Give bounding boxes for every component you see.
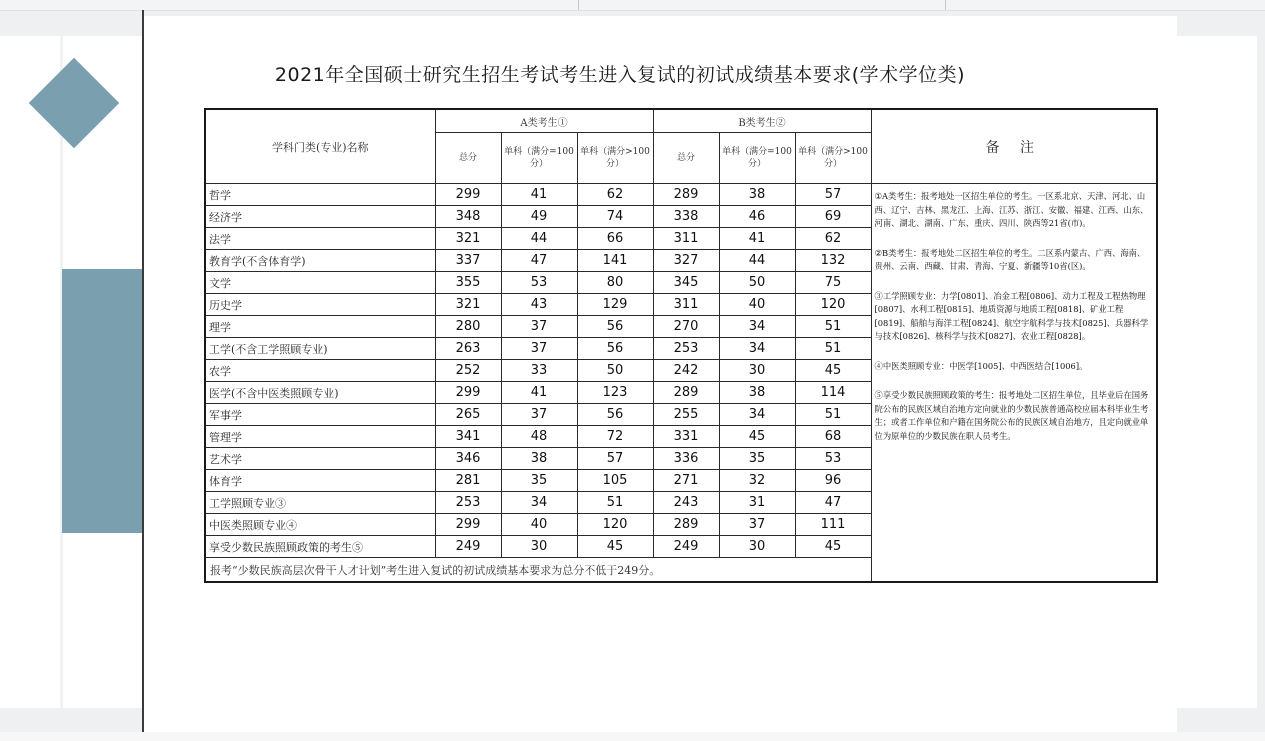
score-b-single100: 50 [719,272,795,294]
score-b-single-gt100: 57 [795,184,871,206]
subject-name: 法学 [205,228,435,250]
score-b-single100: 30 [719,360,795,382]
score-b-single-gt100: 51 [795,404,871,426]
score-a-single100: 37 [501,316,577,338]
score-b-single-gt100: 45 [795,536,871,558]
subject-name: 教育学(不含体育学) [205,250,435,272]
score-a-single100: 37 [501,338,577,360]
score-b-single-gt100: 68 [795,426,871,448]
score-a-total: 346 [435,448,501,470]
score-a-total: 337 [435,250,501,272]
score-b-single100: 35 [719,448,795,470]
score-b-single100: 34 [719,316,795,338]
score-a-single100: 43 [501,294,577,316]
score-a-single-gt100: 129 [577,294,653,316]
score-b-total: 289 [653,514,719,536]
header-group-b: B类考生② [653,109,871,133]
subject-name: 工学照顾专业③ [205,492,435,514]
score-a-total: 263 [435,338,501,360]
subject-name: 历史学 [205,294,435,316]
score-a-total: 299 [435,382,501,404]
score-a-total: 355 [435,272,501,294]
ruler-tick [578,0,579,10]
subject-name: 体育学 [205,470,435,492]
score-b-single-gt100: 120 [795,294,871,316]
note-paragraph: ③工学照顾专业：力学[0801]、冶金工程[0806]、动力工程及工程热物理[0807]、水利工程[0815]、地质资源与地质工程[0818]、矿业工程[0819]、船舶与海洋工程[0824]、航空宇航科学与技术[0825]、兵器科学与技术[0826]、核科学与技术[0827]、农业工程[0828]。 [874,290,1149,341]
subject-name: 理学 [205,316,435,338]
subject-name: 工学(不含工学照顾专业) [205,338,435,360]
header-notes: 备 注 [871,109,1157,184]
subject-name: 艺术学 [205,448,435,470]
score-a-total: 341 [435,426,501,448]
score-b-single100: 41 [719,228,795,250]
header-a-single-gt100: 单科（满分>100分） [577,133,653,184]
score-b-total: 253 [653,338,719,360]
score-b-single100: 31 [719,492,795,514]
score-b-single100: 40 [719,294,795,316]
score-a-single100: 38 [501,448,577,470]
score-b-single100: 44 [719,250,795,272]
header-b-single-gt100: 单科（满分>100分） [795,133,871,184]
score-b-single100: 38 [719,382,795,404]
score-b-total: 270 [653,316,719,338]
score-a-total: 280 [435,316,501,338]
score-a-single100: 40 [501,514,577,536]
score-a-total: 281 [435,470,501,492]
score-a-single100: 37 [501,404,577,426]
note-paragraph: ⑤享受少数民族照顾政策的考生：报考地处二区招生单位，且毕业后在国务院公布的民族区域自治地方定向就业的少数民族普通高校应届本科毕业生考生；或者工作单位和户籍在国务院公布的民族区域自治地方，且定向就业单位为原单位的少数民族在职人员考生。 [874,390,1149,441]
score-b-total: 249 [653,536,719,558]
bottom-status-bar [0,732,1265,741]
score-b-total: 331 [653,426,719,448]
score-a-single-gt100: 50 [577,360,653,382]
score-a-single-gt100: 56 [577,338,653,360]
score-b-total: 243 [653,492,719,514]
subject-name: 文学 [205,272,435,294]
score-a-single100: 30 [501,536,577,558]
score-a-total: 299 [435,184,501,206]
score-requirements-table [204,108,1158,583]
note-paragraph: ④中医类照顾专业：中医学[1005]、中西医结合[1006]。 [874,360,1088,371]
score-a-single100: 35 [501,470,577,492]
score-a-single-gt100: 74 [577,206,653,228]
score-b-single100: 37 [719,514,795,536]
score-a-single-gt100: 66 [577,228,653,250]
score-a-single-gt100: 120 [577,514,653,536]
score-b-single-gt100: 114 [795,382,871,404]
score-a-single100: 49 [501,206,577,228]
score-a-single-gt100: 72 [577,426,653,448]
score-b-single-gt100: 47 [795,492,871,514]
score-b-single100: 46 [719,206,795,228]
score-a-single100: 34 [501,492,577,514]
score-b-total: 327 [653,250,719,272]
score-b-single-gt100: 53 [795,448,871,470]
score-a-total: 321 [435,294,501,316]
score-b-single-gt100: 69 [795,206,871,228]
score-b-total: 289 [653,382,719,404]
score-a-single100: 33 [501,360,577,382]
score-a-single-gt100: 105 [577,470,653,492]
table-row [205,184,1157,206]
score-b-total: 345 [653,272,719,294]
score-a-single-gt100: 80 [577,272,653,294]
score-b-total: 289 [653,184,719,206]
top-ruler [0,0,1265,11]
subject-name: 医学(不含中医类照顾专业) [205,382,435,404]
score-b-total: 242 [653,360,719,382]
score-b-single-gt100: 51 [795,338,871,360]
ruler-tick [945,0,946,10]
score-b-total: 336 [653,448,719,470]
score-b-single100: 30 [719,536,795,558]
subject-name: 管理学 [205,426,435,448]
score-a-single-gt100: 141 [577,250,653,272]
score-a-single-gt100: 45 [577,536,653,558]
subject-name: 经济学 [205,206,435,228]
score-a-single-gt100: 56 [577,404,653,426]
header-a-total: 总分 [435,133,501,184]
score-a-single-gt100: 62 [577,184,653,206]
table-body [205,184,1157,583]
score-a-single-gt100: 57 [577,448,653,470]
score-a-single100: 41 [501,382,577,404]
score-b-total: 311 [653,294,719,316]
score-b-single-gt100: 111 [795,514,871,536]
score-a-single100: 44 [501,228,577,250]
score-a-total: 348 [435,206,501,228]
teal-block-shape [62,269,143,533]
score-b-single-gt100: 45 [795,360,871,382]
score-a-single100: 41 [501,184,577,206]
header-a-single100: 单科（满分=100分） [501,133,577,184]
score-b-single-gt100: 75 [795,272,871,294]
score-a-total: 249 [435,536,501,558]
subject-name: 农学 [205,360,435,382]
footer-note: 报考“少数民族高层次骨干人才计划”考生进入复试的初试成绩基本要求为总分不低于249分。 [205,558,871,583]
subject-name: 军事学 [205,404,435,426]
header-group-a: A类考生① [435,109,653,133]
score-b-total: 255 [653,404,719,426]
score-a-total: 265 [435,404,501,426]
subject-name: 享受少数民族照顾政策的考生⑤ [205,536,435,558]
score-b-total: 338 [653,206,719,228]
score-b-single-gt100: 51 [795,316,871,338]
score-a-single-gt100: 51 [577,492,653,514]
header-b-single100: 单科（满分=100分） [719,133,795,184]
score-b-single-gt100: 96 [795,470,871,492]
subject-name: 哲学 [205,184,435,206]
score-a-total: 253 [435,492,501,514]
header-b-total: 总分 [653,133,719,184]
score-b-total: 311 [653,228,719,250]
score-b-single100: 34 [719,404,795,426]
score-b-single100: 34 [719,338,795,360]
header-subject: 学科门类(专业)名称 [205,109,435,184]
note-paragraph: ①A类考生：报考地处一区招生单位的考生。一区系北京、天津、河北、山西、辽宁、吉林、黑龙江、上海、江苏、浙江、安徽、福建、江西、山东、河南、湖北、湖南、广东、重庆、四川、陕西等21省(市)。 [874,191,1149,228]
notes-cell [871,184,1157,583]
score-a-total: 299 [435,514,501,536]
score-a-single-gt100: 56 [577,316,653,338]
note-paragraph: ②B类考生：报考地处二区招生单位的考生。二区系内蒙古、广西、海南、贵州、云南、西藏、甘肃、青海、宁夏、新疆等10省(区)。 [874,247,1146,271]
score-b-single100: 32 [719,470,795,492]
score-a-single-gt100: 123 [577,382,653,404]
score-a-total: 252 [435,360,501,382]
score-b-total: 271 [653,470,719,492]
slide-thumbnail-right[interactable] [1177,36,1257,708]
subject-name: 中医类照顾专业④ [205,514,435,536]
document-title: 2021年全国硕士研究生招生考试考生进入复试的初试成绩基本要求(学术学位类) [274,64,966,86]
score-b-single-gt100: 62 [795,228,871,250]
score-a-single100: 47 [501,250,577,272]
score-a-total: 321 [435,228,501,250]
score-a-single100: 53 [501,272,577,294]
score-b-single100: 45 [719,426,795,448]
score-b-single100: 38 [719,184,795,206]
score-a-single100: 48 [501,426,577,448]
score-b-single-gt100: 132 [795,250,871,272]
